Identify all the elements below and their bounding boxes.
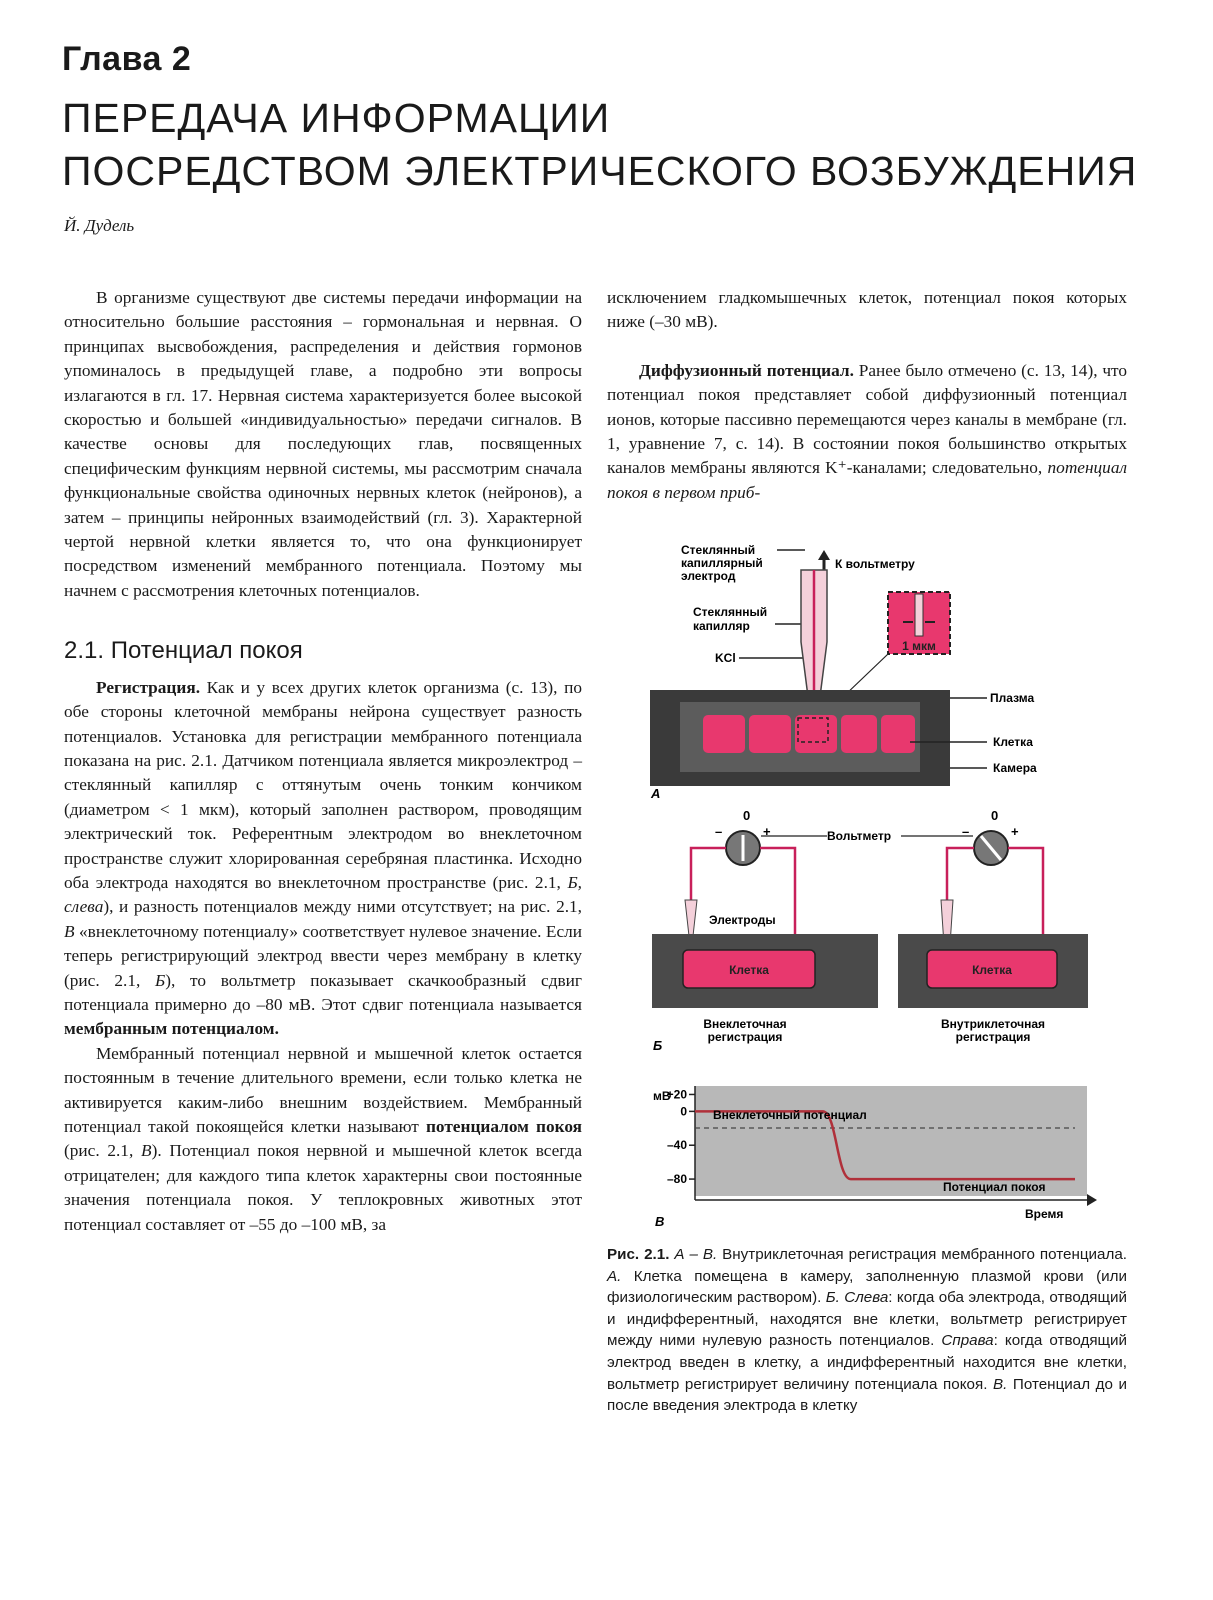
resting-paragraph [64, 1042, 582, 1237]
y-tick-label: –40 [666, 1138, 687, 1153]
caption-text: : когда отводящий электрод введен в клетку, а индифферентный находится вне клетки, вольтметр регистрирует величину потенциала покоя. [607, 1332, 1128, 1393]
figure-ref: Б, слева [64, 872, 582, 917]
y-unit-label: мВ [653, 1089, 671, 1103]
cell-left-label: Клетка [729, 963, 769, 977]
label-to-voltmeter: К вольтметру [835, 557, 915, 571]
label-glass-electrode-2: капиллярный [681, 556, 763, 570]
y-tick-label: +20 [666, 1087, 687, 1102]
panel-b-label: Б [653, 1038, 663, 1053]
caption-intracellular-2: регистрация [955, 1030, 1031, 1044]
caption-intracellular-1: Внутриклеточная [940, 1017, 1046, 1031]
minus-right: – [962, 824, 970, 839]
cell-4 [841, 715, 877, 753]
section-heading: 2.1. Потенциал покоя [64, 637, 303, 665]
label-cell: Клетка [993, 735, 1033, 749]
caption-range: А – В. [669, 1246, 718, 1263]
caption-ref: В. [993, 1375, 1008, 1393]
label-electrodes: Электроды [709, 913, 776, 927]
arrow-up-icon-head [818, 550, 830, 560]
voltmeter-zero-right: 0 [991, 808, 999, 823]
text-run: Как и у всех других клеток организма (с. 13), по обе стороны клеточной мембраны нейрона существует разность потенциалов. Установка для регистрации мембранного потенциала показана на рис. 2.1. Датчиком потенциала является микроэлектрод – стеклянный капилляр с оттянутым очень тонким кончиком (диаметром < 1 мкм), который заполнен раствором, проводящим электрический ток. Референтным электродом во внеклеточном пространстве служит хлорированная серебряная пластинка. Исходно оба электрода находятся во внеклеточном пространстве (рис. 2.1, [64, 677, 582, 892]
label-chamber: Камера [993, 761, 1037, 775]
label-scale: 1 мкм [902, 639, 936, 653]
label-voltmeter: Вольтметр [827, 829, 892, 843]
figure-ref: В [141, 1141, 152, 1161]
label-glass-capillary-1: Стеклянный [693, 605, 768, 619]
minus-left: – [715, 824, 723, 839]
chapter-title-line-2: ПОСРЕДСТВОМ ЭЛЕКТРИЧЕСКОГО ВОЗБУЖДЕНИЯ [62, 148, 1138, 194]
caption-text: Потенциал до и после введения электрода в клетку [607, 1375, 1127, 1415]
label-glass-capillary-2: капилляр [693, 619, 750, 633]
caption-extracellular-2: регистрация [707, 1030, 783, 1044]
text-run: ). Потенциал покоя нервной и мышечной клеток всегда отрицателен; для каждого типа клеток характерны свои постоянные значения потенциала покоя. У теплокровных животных этот потенциал составляет от –55 до –100 мВ, за [64, 1141, 582, 1234]
cell-right-label: Клетка [972, 963, 1012, 977]
plus-left: + [763, 824, 771, 839]
panel-c-label: В [655, 1214, 665, 1229]
panel-b [652, 808, 1088, 1053]
text-run: ), и разность потенциалов между ними отсутствует; на рис. 2.1, [103, 897, 582, 917]
continuation-paragraph: исключением гладкомышечных клеток, потенциал покоя которых ниже (–30 мВ). [607, 288, 1127, 332]
chapter-title-line-1: ПЕРЕДАЧА ИНФОРМАЦИИ [62, 95, 611, 141]
y-tick-label: 0 [680, 1104, 687, 1119]
panel-a [650, 543, 1037, 801]
term-membrane-potential: мембранным потенциалом. [64, 1019, 279, 1039]
y-ticks [667, 1087, 695, 1186]
wire-right-2 [1008, 848, 1043, 938]
label-resting-potential: Потенциал покоя [943, 1180, 1046, 1194]
registration-lead: Регистрация. [96, 677, 201, 697]
panel-c-graph [653, 1086, 1097, 1229]
figure-2-1 [605, 530, 1125, 1240]
chapter-label: Глава 2 [62, 40, 192, 78]
y-tick-label: –80 [666, 1172, 687, 1187]
caption-lead: Рис. 2.1. [607, 1246, 670, 1263]
zoom-tip [915, 594, 923, 636]
label-glass-electrode-1: Стеклянный [681, 543, 756, 557]
figure-caption [607, 1244, 1127, 1417]
cell-1 [703, 715, 745, 753]
text-run: (рис. 2.1, [64, 1141, 141, 1161]
figure-ref: В [64, 921, 75, 941]
term-resting-potential: потенциалом покоя [425, 1117, 582, 1136]
label-extracellular-potential: Внеклеточный потенциал [713, 1108, 867, 1122]
author: Й. Дудель [64, 216, 135, 235]
plus-right: + [1011, 824, 1019, 839]
label-glass-electrode-3: электрод [681, 569, 736, 583]
chapter-title [62, 92, 1162, 198]
caption-extracellular-1: Внеклеточная [703, 1017, 787, 1031]
caption-text: Внутриклеточная регистрация мембранного потенциала. [717, 1246, 1127, 1263]
registration-paragraph [64, 676, 582, 1042]
figure-svg [605, 530, 1125, 1240]
figure-ref: Б [155, 970, 166, 990]
panel-a-label: А [651, 786, 661, 801]
caption-ref: Б. Слева [825, 1289, 889, 1307]
caption-ref: Справа [941, 1332, 994, 1350]
text-run: Ранее было отмечено (с. 13, 14), что потенциал покоя представляет собой диффузионный потенциал ионов, которые пассивно перемещаются через каналы в мембране (гл. 1, уравнение 7, с. 14). В состоянии покоя большинство открытых каналов мембраны являются K⁺-каналами; следовательно, [607, 360, 1128, 478]
text-run: ), то вольтметр показывает скачкообразный сдвиг потенциала примерно до –80 мВ. Этот сдвиг потенциала называется [64, 970, 582, 1014]
caption-ref: А. [607, 1267, 622, 1285]
cell-2 [749, 715, 791, 753]
label-time: Время [1025, 1207, 1064, 1221]
voltmeter-zero-left: 0 [743, 808, 751, 823]
x-axis-arrow-icon [1087, 1194, 1097, 1206]
label-kcl: KCl [715, 651, 736, 665]
text-run: «внеклеточному потенциалу» соответствует нулевое значение. Если теперь регистрирующий электрод ввести через мембрану в клетку (рис. 2.1, [64, 921, 582, 990]
diffusion-paragraph [607, 359, 1127, 505]
left-column [64, 286, 582, 1237]
diffusion-lead: Диффузионный потенциал. [639, 360, 854, 380]
electrode-left [685, 900, 697, 936]
caption-text: Клетка помещена в камеру, заполненную плазмой крови (или физиологическим раствором). [607, 1267, 1127, 1307]
label-plasma: Плазма [990, 691, 1035, 705]
text-run-italic: потенциал покоя в первом приб- [607, 458, 1127, 502]
right-column [607, 286, 1127, 505]
cell-3 [795, 715, 837, 753]
caption-text: : когда оба электрода, отводящий и индифферентный, находятся вне клетки, вольтметр регистрирует между ними нулевую разность потенциалов. [607, 1289, 1127, 1350]
intro-paragraph: В организме существуют две системы передачи информации на относительно большие расстояния – гормональная и нервная. О принципах высвобождения, распределения и действия гормонов упоминалось в предыдущей главе, а подробно эти вопросы излагаются в гл. 17. Нервная система характеризуется более высокой скоростью и большей «индивидуальностью» передачи сигналов. В качестве основы для последующих глав, посвященных специфическим функциям нервной системы, мы рассмотрим сначала функциональные свойства одиночных нервных клеток (нейронов), а затем – принципы нейронных взаимодействий (гл. 3). Характерной чертой нервной клетки является то, что она функционирует посредством изменений мембранного потенциала. Поэтому мы начнем с рассмотрения клеточных потенциалов. [64, 288, 582, 600]
cell-5 [881, 715, 915, 753]
text-run: Мембранный потенциал нервной и мышечной клеток остается постоянным в течение длительного времени, если только клетка не активируется каким-либо внешним воздействием. Мембранный потенциал такой покоящейся клетки называют [64, 1043, 582, 1136]
